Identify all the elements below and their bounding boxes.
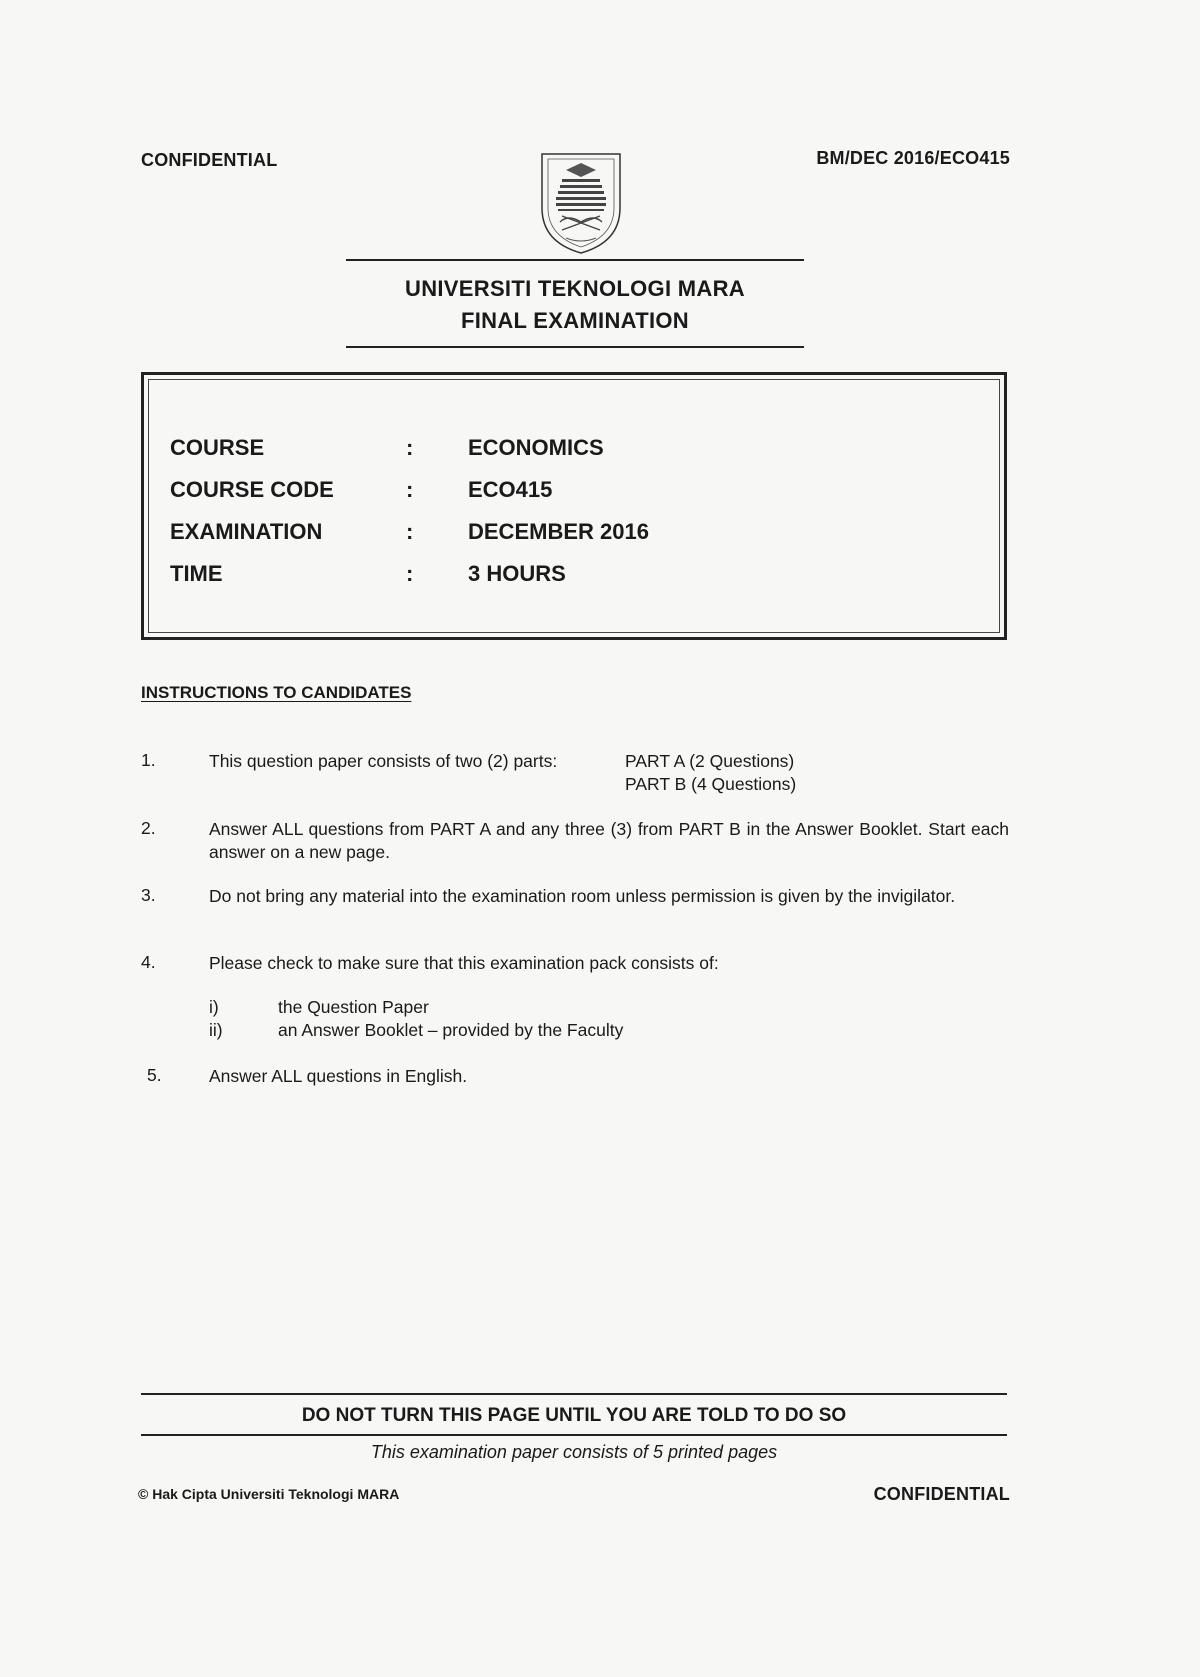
info-value: ECO415 [468, 477, 553, 502]
course-info-inner-border [148, 379, 1000, 633]
instruction-number: 5. [147, 1065, 162, 1085]
part-b-label: PART B (4 Questions) [625, 774, 797, 794]
exam-type-title: FINAL EXAMINATION [461, 308, 689, 333]
instruction-text: Do not bring any material into the examination room unless permission is given by the invigilator. [209, 886, 956, 906]
subitem-number: i) [209, 997, 219, 1017]
instruction-number: 2. [141, 818, 156, 838]
info-colon: : [406, 477, 414, 502]
header-exam-code: BM/DEC 2016/ECO415 [816, 148, 1010, 168]
info-label: COURSE [170, 435, 265, 460]
info-colon: : [406, 519, 414, 544]
footer-top-rule [141, 1393, 1007, 1395]
copyright-notice: © Hak Cipta Universiti Teknologi MARA [138, 1486, 400, 1502]
instruction-text: Answer ALL questions from PART A and any three (3) from PART B in the Answer Booklet. Start each answer on a new page. [209, 819, 1009, 862]
title-top-rule [346, 259, 804, 261]
instruction-text: This question paper consists of two (2) parts: [209, 751, 558, 771]
header-confidential: CONFIDENTIAL [141, 150, 278, 170]
info-label: TIME [170, 561, 223, 586]
info-value: ECONOMICS [468, 435, 604, 460]
part-a-label: PART A (2 Questions) [625, 751, 795, 771]
info-label: COURSE CODE [170, 477, 334, 502]
instruction-parts-list [625, 750, 796, 796]
subitem-text: an Answer Booklet – provided by the Faculty [278, 1020, 624, 1040]
instructions-heading: INSTRUCTIONS TO CANDIDATES [141, 683, 412, 702]
info-colon: : [406, 435, 414, 460]
footer-confidential: CONFIDENTIAL [873, 1484, 1010, 1504]
instruction-number: 3. [141, 885, 156, 905]
info-value: 3 HOURS [468, 561, 566, 586]
do-not-turn-warning: DO NOT TURN THIS PAGE UNTIL YOU ARE TOLD TO DO SO [301, 1405, 847, 1426]
info-label: EXAMINATION [170, 519, 323, 544]
instruction-text: Please check to make sure that this examination pack consists of: [209, 953, 719, 973]
footer-bottom-rule [141, 1434, 1007, 1436]
instruction-text: Answer ALL questions in English. [209, 1066, 468, 1086]
instruction-number: 4. [141, 952, 156, 972]
title-bottom-rule [346, 346, 804, 348]
info-colon: : [406, 561, 414, 586]
info-value: DECEMBER 2016 [468, 519, 649, 544]
subitem-number: ii) [209, 1020, 223, 1040]
page-count-note: This examination paper consists of 5 printed pages [370, 1442, 778, 1462]
instruction-number: 1. [141, 750, 156, 770]
course-info-box [141, 372, 1007, 640]
subitem-text: the Question Paper [278, 997, 429, 1017]
university-name: UNIVERSITI TEKNOLOGI MARA [405, 276, 745, 301]
university-crest-icon [538, 150, 624, 256]
